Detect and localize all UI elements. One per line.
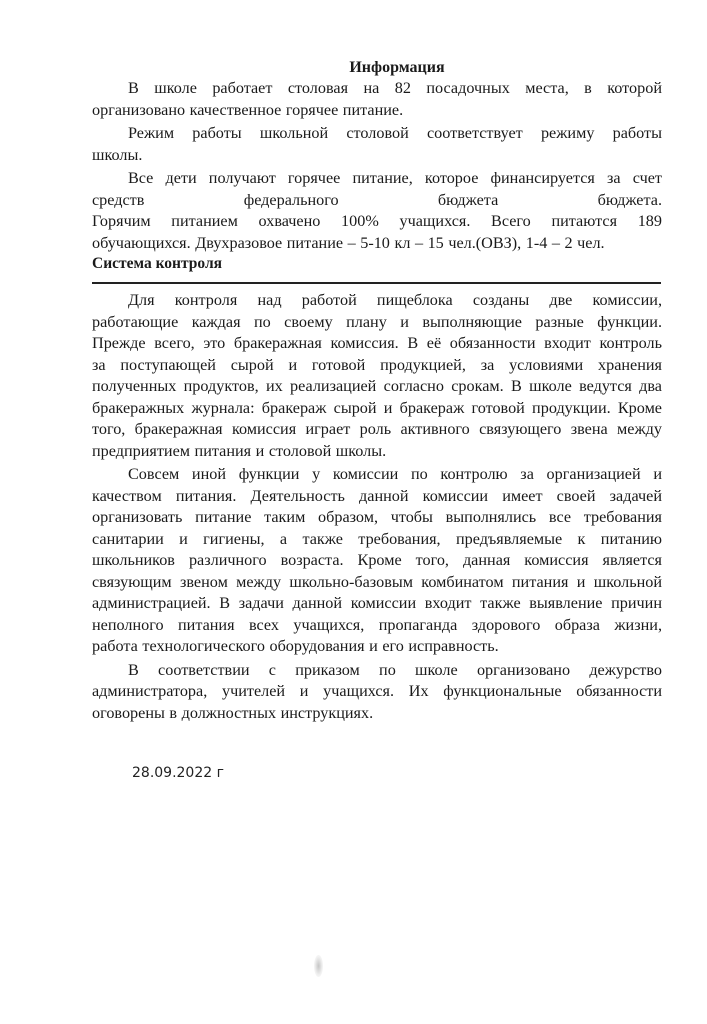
text-line: Горячим питанием охвачено 100% учащихся. Всего питаются 189	[92, 212, 662, 230]
text-line: организовано качественное горячее питание.	[92, 100, 404, 119]
control-paragraph-3	[92, 660, 662, 725]
text-line: средств федерального бюджета бюджета.	[92, 190, 662, 209]
text-line: предприятием питания и столовой школы.	[92, 441, 387, 460]
control-paragraph-2	[92, 464, 662, 658]
text-line: школьников различного возраста. Кроме того, данная комиссия является	[92, 551, 662, 569]
text-line: бракеражных журнала: бракераж сырой и бракераж готовой продукции. Кроме	[92, 398, 662, 417]
text-line: того, бракеражная комиссия играет роль активного связующего звена между	[92, 420, 662, 438]
paragraph-funding	[92, 168, 662, 254]
text-line: администрацией. В задачи данной комиссии входит также выявление причин	[92, 594, 662, 612]
document-page	[92, 0, 662, 782]
paragraph-duty-order	[92, 660, 662, 725]
paragraph-canteen-capacity	[92, 78, 662, 121]
control-paragraph-1	[92, 290, 662, 462]
document-date: 28.09.2022 г	[132, 765, 224, 781]
text-line: обучающихся. Двухразовое питание – 5-10 кл – 15 чел.(ОВЗ), 1-4 – 2 чел.	[92, 233, 605, 252]
text-line: администратора, учителей и учащихся. Их функциональные обязанности	[92, 682, 662, 700]
text-line: связующим звеном между школьно-базовым комбинатом питания и школьной	[92, 572, 662, 591]
text-line: санитарии и гигиены, а также требования, предъявляемые к питанию	[92, 529, 662, 548]
text-line: за поступающей сырой и готовой продукцией, за условиями хранения	[92, 355, 662, 374]
text-line: Режим работы школьной столовой соответствует режиму работы	[128, 124, 662, 142]
paragraph-canteen-schedule	[92, 123, 662, 166]
text-line: школы.	[92, 145, 143, 164]
text-line: В школе работает столовая на 82 посадочных места, в которой	[128, 79, 662, 97]
paragraph-brakerage-commission	[92, 290, 662, 462]
document-title: Информация	[349, 59, 445, 76]
text-line: неполного питания всех учащихся, пропаганда здорового образа жизни,	[92, 615, 662, 634]
text-line: качеством питания. Деятельность данной комиссии имеет своей задачей	[92, 486, 662, 505]
paragraph-quality-commission	[92, 464, 662, 658]
text-line: работа технологического оборудования и его исправность.	[92, 637, 499, 655]
text-line: оговорены в должностных инструкциях.	[92, 703, 374, 722]
intro-section	[92, 78, 662, 254]
horizontal-rule	[92, 282, 661, 284]
scan-smudge-mark	[314, 955, 323, 977]
text-line: Для контроля над работой пищеблока созданы две комиссии,	[128, 291, 662, 309]
section-heading: Система контроля	[92, 255, 223, 272]
text-line: Прежде всего, это бракеражная комиссия. В её обязанности входит контроль	[92, 334, 662, 352]
text-line: Все дети получают горячее питание, которое финансируется за счет	[128, 169, 662, 187]
text-line: В соответствии с приказом по школе организовано дежурство	[128, 660, 662, 679]
text-line: полученных продуктов, их реализацией согласно срокам. В школе ведутся два	[92, 377, 662, 395]
text-line: Совсем иной функции у комиссии по контролю за организацией и	[128, 465, 662, 483]
text-line: работающие каждая по своему плану и выполняющие разные функции.	[92, 312, 662, 331]
text-line: организовать питание таким образом, чтобы выполнялись все требования	[92, 508, 662, 526]
